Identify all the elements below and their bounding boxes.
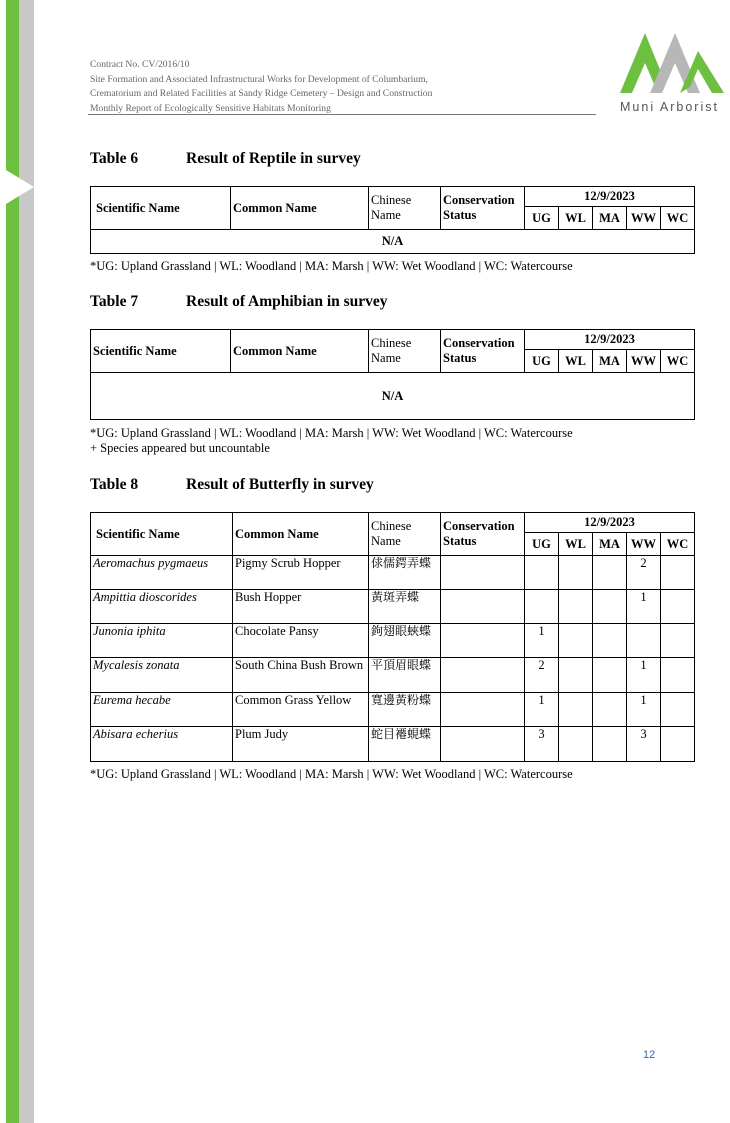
ug-count-cell: 3 bbox=[525, 727, 559, 762]
habitat-legend: *UG: Upland Grassland | WL: Woodland | MA: Marsh | WW: Wet Woodland | WC: Watercourse bbox=[90, 767, 573, 781]
common-name-cell: Bush Hopper bbox=[233, 590, 369, 624]
table7-caption bbox=[90, 293, 388, 311]
ug-count-cell: 2 bbox=[525, 658, 559, 693]
table8 bbox=[90, 512, 695, 762]
table6-title: Result of Reptile in survey bbox=[186, 150, 361, 167]
col-wl: WL bbox=[559, 350, 593, 373]
status-cell bbox=[441, 658, 525, 693]
col-ug: UG bbox=[525, 350, 559, 373]
ww-count-cell: 1 bbox=[627, 590, 661, 624]
col-wl: WL bbox=[559, 207, 593, 230]
header-divider bbox=[88, 114, 596, 115]
table8-legend bbox=[90, 767, 573, 782]
ma-count-cell bbox=[593, 556, 627, 590]
status-cell bbox=[441, 693, 525, 727]
table8-caption bbox=[90, 476, 374, 494]
status-cell bbox=[441, 556, 525, 590]
col-ww: WW bbox=[627, 533, 661, 556]
col-scientific-name: Scientific Name bbox=[91, 513, 233, 556]
wl-count-cell bbox=[559, 693, 593, 727]
chinese-name-cell: 平頂眉眼蝶 bbox=[369, 658, 441, 693]
wl-count-cell bbox=[559, 590, 593, 624]
table7-title: Result of Amphibian in survey bbox=[186, 293, 388, 310]
ww-count-cell: 1 bbox=[627, 693, 661, 727]
side-bar-green bbox=[6, 0, 19, 1123]
chinese-name-cell: 俅儒鍔弄蝶 bbox=[369, 556, 441, 590]
ma-count-cell bbox=[593, 624, 627, 658]
col-wl: WL bbox=[559, 533, 593, 556]
ww-count-cell: 1 bbox=[627, 658, 661, 693]
table7 bbox=[90, 329, 695, 420]
table-row bbox=[91, 624, 695, 658]
wc-count-cell bbox=[661, 624, 695, 658]
table-row bbox=[91, 658, 695, 693]
contract-number: Contract No. CV/2016/10 bbox=[90, 59, 190, 70]
wl-count-cell bbox=[559, 624, 593, 658]
document-header bbox=[90, 58, 600, 116]
status-cell bbox=[441, 727, 525, 762]
ma-count-cell bbox=[593, 658, 627, 693]
wl-count-cell bbox=[559, 658, 593, 693]
table-row bbox=[91, 727, 695, 762]
table8-number: Table 8 bbox=[90, 476, 139, 493]
side-bar-grey bbox=[19, 0, 34, 1123]
col-ug: UG bbox=[525, 207, 559, 230]
table7-number: Table 7 bbox=[90, 293, 139, 310]
col-common-name: Common Name bbox=[233, 513, 369, 556]
common-name-cell: Chocolate Pansy bbox=[233, 624, 369, 658]
status-cell bbox=[441, 624, 525, 658]
col-ma: MA bbox=[593, 533, 627, 556]
common-name-cell: South China Bush Brown bbox=[233, 658, 369, 693]
table7-empty-cell: N/A bbox=[91, 373, 695, 420]
ma-count-cell bbox=[593, 727, 627, 762]
wl-count-cell bbox=[559, 556, 593, 590]
col-wc: WC bbox=[661, 207, 695, 230]
common-name-cell: Common Grass Yellow bbox=[233, 693, 369, 727]
uncountable-note: + Species appeared but uncountable bbox=[90, 441, 270, 455]
wl-count-cell bbox=[559, 727, 593, 762]
col-conservation-status: Conservation Status bbox=[441, 513, 525, 556]
logo-wordmark: Muni Arborist bbox=[620, 100, 719, 114]
ma-count-cell bbox=[593, 590, 627, 624]
col-survey-date: 12/9/2023 bbox=[525, 187, 695, 207]
col-scientific-name: Scientific Name bbox=[91, 330, 231, 373]
col-chinese-name: Chinese Name bbox=[369, 187, 441, 230]
col-wc: WC bbox=[661, 350, 695, 373]
col-common-name: Common Name bbox=[231, 187, 369, 230]
table-row bbox=[91, 556, 695, 590]
col-wc: WC bbox=[661, 533, 695, 556]
chinese-name-cell: 寬邊黃粉蝶 bbox=[369, 693, 441, 727]
col-common-name: Common Name bbox=[231, 330, 369, 373]
col-conservation-status: Conservation Status bbox=[441, 187, 525, 230]
wc-count-cell bbox=[661, 590, 695, 624]
habitat-legend: *UG: Upland Grassland | WL: Woodland | MA: Marsh | WW: Wet Woodland | WC: Watercourse bbox=[90, 259, 573, 273]
scientific-name-cell: Eurema hecabe bbox=[91, 693, 233, 727]
table6 bbox=[90, 186, 695, 254]
ww-count-cell: 3 bbox=[627, 727, 661, 762]
col-ma: MA bbox=[593, 207, 627, 230]
col-survey-date: 12/9/2023 bbox=[525, 330, 695, 350]
chinese-name-cell: 鉤翅眼蛺蝶 bbox=[369, 624, 441, 658]
table6-caption bbox=[90, 150, 361, 168]
scientific-name-cell: Ampittia dioscorides bbox=[91, 590, 233, 624]
col-ww: WW bbox=[627, 350, 661, 373]
col-ww: WW bbox=[627, 207, 661, 230]
ug-count-cell: 1 bbox=[525, 693, 559, 727]
scientific-name-cell: Abisara echerius bbox=[91, 727, 233, 762]
table8-title: Result of Butterfly in survey bbox=[186, 476, 374, 493]
table-row bbox=[91, 590, 695, 624]
wc-count-cell bbox=[661, 556, 695, 590]
wc-count-cell bbox=[661, 658, 695, 693]
status-cell bbox=[441, 590, 525, 624]
report-title: Monthly Report of Ecologically Sensitive Habitats Monitoring bbox=[90, 102, 331, 114]
table6-legend bbox=[90, 259, 573, 274]
ma-count-cell bbox=[593, 693, 627, 727]
project-title-line-1: Site Formation and Associated Infrastructural Works for Development of Columbarium, bbox=[90, 73, 428, 85]
col-scientific-name: Scientific Name bbox=[91, 187, 231, 230]
habitat-legend: *UG: Upland Grassland | WL: Woodland | MA: Marsh | WW: Wet Woodland | WC: Watercourse bbox=[90, 426, 573, 440]
common-name-cell: Plum Judy bbox=[233, 727, 369, 762]
common-name-cell: Pigmy Scrub Hopper bbox=[233, 556, 369, 590]
project-title-line-2: Crematorium and Related Facilities at Sandy Ridge Cemetery – Design and Construction bbox=[90, 88, 433, 99]
chinese-name-cell: 黃斑弄蝶 bbox=[369, 590, 441, 624]
ww-count-cell bbox=[627, 624, 661, 658]
page-number: 12 bbox=[643, 1049, 656, 1061]
scientific-name-cell: Aeromachus pygmaeus bbox=[91, 556, 233, 590]
table7-legend bbox=[90, 426, 573, 456]
col-chinese-name: Chinese Name bbox=[369, 513, 441, 556]
scientific-name-cell: Mycalesis zonata bbox=[91, 658, 233, 693]
table-row bbox=[91, 693, 695, 727]
chinese-name-cell: 蛇目褼蜆蝶 bbox=[369, 727, 441, 762]
col-conservation-status: Conservation Status bbox=[441, 330, 525, 373]
ww-count-cell: 2 bbox=[627, 556, 661, 590]
side-bar-notch bbox=[6, 170, 34, 204]
ug-count-cell: 1 bbox=[525, 624, 559, 658]
wc-count-cell bbox=[661, 693, 695, 727]
col-chinese-name: Chinese Name bbox=[369, 330, 441, 373]
col-ma: MA bbox=[593, 350, 627, 373]
col-survey-date: 12/9/2023 bbox=[525, 513, 695, 533]
scientific-name-cell: Junonia iphita bbox=[91, 624, 233, 658]
table6-empty-cell: N/A bbox=[91, 230, 695, 254]
ug-count-cell bbox=[525, 590, 559, 624]
col-ug: UG bbox=[525, 533, 559, 556]
wc-count-cell bbox=[661, 727, 695, 762]
table6-number: Table 6 bbox=[90, 150, 139, 167]
ug-count-cell bbox=[525, 556, 559, 590]
